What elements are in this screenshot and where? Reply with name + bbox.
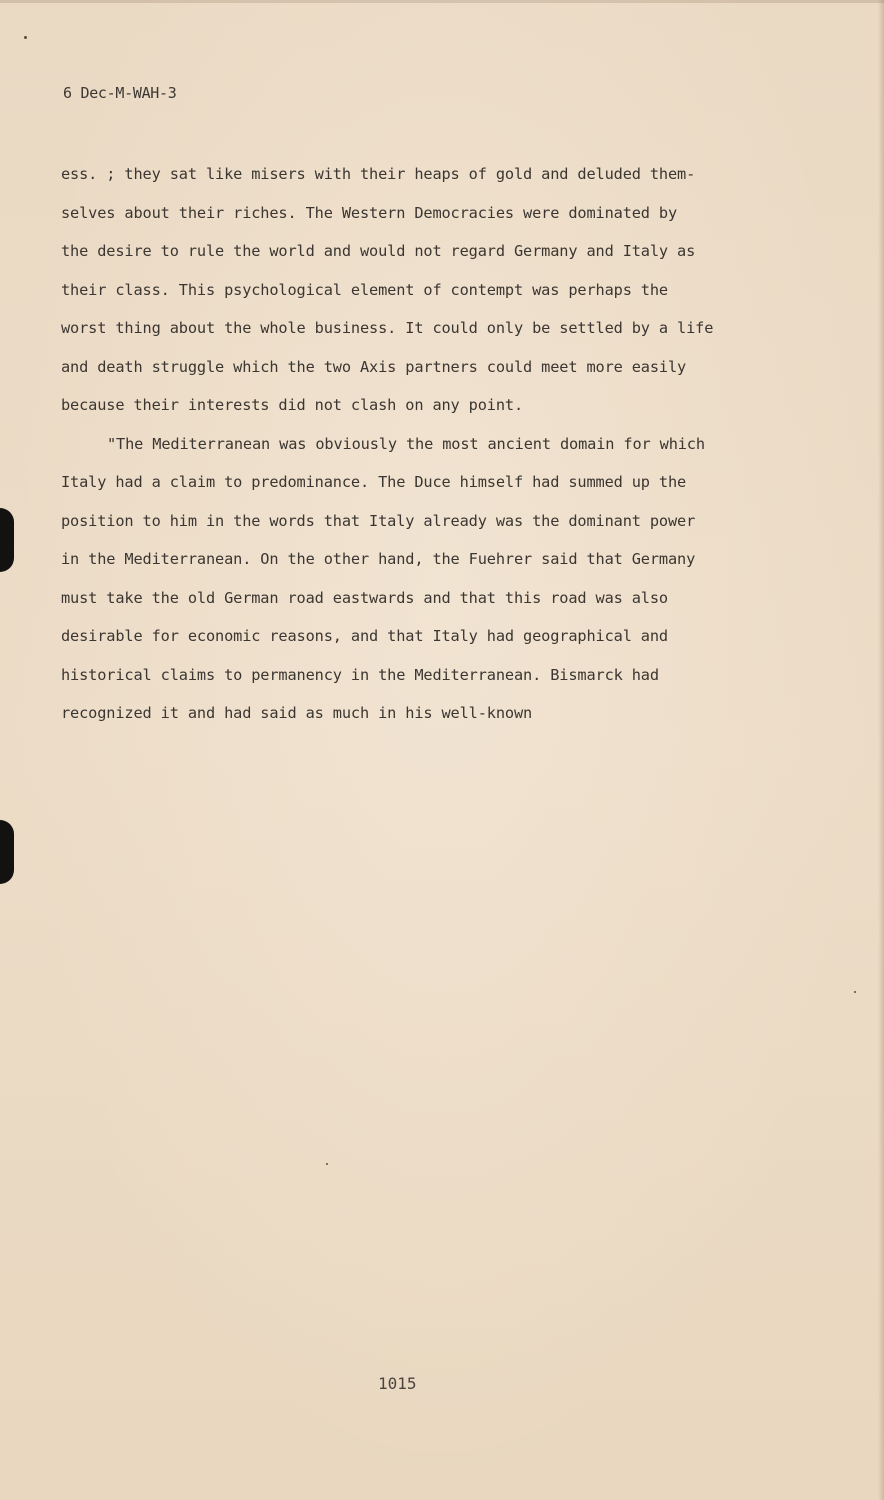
paper-speck: [24, 36, 27, 39]
text-line: Italy had a claim to predominance. The Duce himself had summed up the: [61, 473, 687, 491]
text-line: ess. ; they sat like misers with their heaps of gold and deluded them-: [61, 165, 696, 183]
text-line: "The Mediterranean was obviously the most ancient domain for which: [107, 434, 705, 453]
text-line: worst thing about the whole business. It could only be settled by a life: [61, 319, 714, 337]
document-header: 6 Dec-M-WAH-3: [63, 84, 177, 102]
document-body: [61, 155, 781, 733]
page-number: 1015: [378, 1374, 417, 1393]
text-line: their class. This psychological element of contempt was perhaps the: [61, 280, 668, 299]
binder-hole-bottom: [0, 820, 14, 884]
text-line: historical claims to permanency in the Mediterranean. Bismarck had: [61, 665, 659, 684]
text-line: in the Mediterranean. On the other hand, the Fuehrer said that Germany: [61, 550, 696, 568]
page-top-edge: [0, 0, 884, 3]
text-line: and death struggle which the two Axis partners could meet more easily: [61, 357, 687, 376]
text-line: desirable for economic reasons, and that Italy had geographical and: [61, 627, 668, 645]
binder-hole-top: [0, 508, 14, 572]
page-right-edge: [878, 0, 884, 1500]
paper-speck: [854, 991, 856, 993]
text-line: recognized it and had said as much in his well-known: [61, 704, 533, 722]
text-line: must take the old German road eastwards and that this road was also: [61, 588, 668, 607]
paper-speck: [326, 1163, 328, 1165]
text-line: because their interests did not clash on any point.: [61, 396, 524, 414]
text-line: the desire to rule the world and would not regard Germany and Italy as: [61, 242, 696, 260]
text-line: position to him in the words that Italy already was the dominant power: [61, 511, 696, 530]
text-line: selves about their riches. The Western Democracies were dominated by: [61, 203, 678, 222]
